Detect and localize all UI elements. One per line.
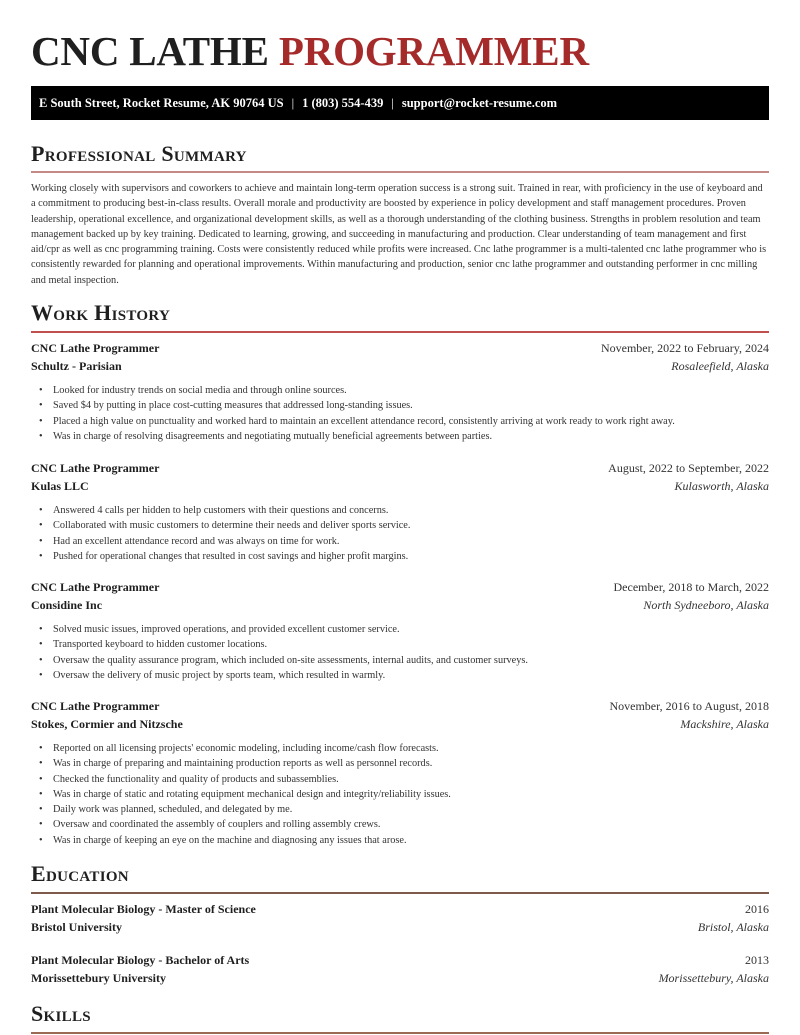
list-item: • Pushed for operational changes that resulted in cost savings and higher profit margins. <box>39 549 769 564</box>
job-title: CNC Lathe Programmer <box>31 461 160 475</box>
contact-bar <box>31 86 769 120</box>
list-item: • Oversaw the delivery of music project by sports team, which resulted in warmly. <box>39 668 769 683</box>
education-entry <box>31 953 769 989</box>
section-heading-skills: Skills <box>31 1001 91 1026</box>
list-item: • Looked for industry trends on social media and through online sources. <box>39 383 769 398</box>
list-item: • Collaborated with music customers to determine their needs and deliver sports service. <box>39 518 769 533</box>
job-entry <box>31 580 769 683</box>
job-dates: November, 2016 to August, 2018 <box>609 699 769 713</box>
job-dates: August, 2022 to September, 2022 <box>608 461 769 475</box>
graduation-year: 2016 <box>745 902 769 916</box>
degree-title: Plant Molecular Biology - Master of Science <box>31 902 256 916</box>
school-name: Morissettebury University <box>31 971 166 985</box>
section-heading-summary: Professional Summary <box>31 141 247 166</box>
job-bullet-list <box>31 741 769 848</box>
title-part-dark: CNC LATHE <box>31 28 269 74</box>
list-item: • Oversaw the quality assurance program, which included on-site assessments, internal audits, and customer surveys. <box>39 653 769 668</box>
job-company: Kulas LLC <box>31 479 89 493</box>
contact-separator: | <box>291 95 295 110</box>
education-entry <box>31 902 769 938</box>
contact-separator: | <box>391 95 394 110</box>
title-part-accent: PROGRAMMER <box>278 28 589 74</box>
section-divider <box>31 171 769 173</box>
job-dates: December, 2018 to March, 2022 <box>613 580 769 594</box>
list-item: • Reported on all licensing projects' economic modeling, including income/cash flow forecasts. <box>39 741 769 756</box>
job-bullet-list <box>31 503 769 564</box>
section-heading-work-history: Work History <box>31 300 171 325</box>
school-location: Morissettebury, Alaska <box>658 971 769 985</box>
job-title: CNC Lathe Programmer <box>31 699 160 713</box>
job-company: Schultz - Parisian <box>31 359 122 373</box>
job-bullet-list <box>31 383 769 444</box>
list-item: • Oversaw and coordinated the assembly of couplers and rolling assembly crews. <box>39 817 769 832</box>
list-item: • Transported keyboard to hidden customer locations. <box>39 637 769 652</box>
job-location: Mackshire, Alaska <box>680 717 769 731</box>
job-company: Considine Inc <box>31 598 103 612</box>
job-location: Kulasworth, Alaska <box>674 479 769 493</box>
job-title: CNC Lathe Programmer <box>31 341 160 355</box>
section-divider <box>31 1032 769 1034</box>
list-item: • Placed a high value on punctuality and worked hard to maintain an excellent attendance record, consistently arriving at work ready to work right away. <box>39 414 769 429</box>
section-divider <box>31 331 769 333</box>
list-item: • Solved music issues, improved operations, and provided excellent customer service. <box>39 622 769 637</box>
job-entry <box>31 461 769 564</box>
graduation-year: 2013 <box>745 953 769 967</box>
list-item: • Saved $4 by putting in place cost-cutting measures that addressed long-standing issues. <box>39 398 769 413</box>
job-entry <box>31 341 769 444</box>
job-location: Rosaleefield, Alaska <box>671 359 769 373</box>
list-item: • Was in charge of preparing and maintaining production reports as well as personnel records. <box>39 756 769 771</box>
school-location: Bristol, Alaska <box>697 920 769 934</box>
section-heading-education: Education <box>31 861 129 886</box>
job-title: CNC Lathe Programmer <box>31 580 160 594</box>
job-dates: November, 2022 to February, 2024 <box>600 341 769 355</box>
job-bullet-list <box>31 622 769 683</box>
section-divider <box>31 892 769 894</box>
contact-address: E South Street, Rocket Resume, AK 90764 US <box>39 95 284 110</box>
degree-title: Plant Molecular Biology - Bachelor of Arts <box>31 953 250 967</box>
list-item: • Was in charge of keeping an eye on the machine and diagnosing any issues that arose. <box>39 833 769 848</box>
list-item: • Was in charge of resolving disagreements and negotiating mutually beneficial agreements between parties. <box>39 429 769 444</box>
list-item: • Daily work was planned, scheduled, and delegated by me. <box>39 802 769 817</box>
list-item: • Checked the functionality and quality of products and subassemblies. <box>39 772 769 787</box>
job-company: Stokes, Cormier and Nitzsche <box>31 717 183 731</box>
list-item: • Was in charge of static and rotating equipment mechanical design and integrity/reliability issues. <box>39 787 769 802</box>
job-entry <box>31 699 769 848</box>
list-item: • Answered 4 calls per hidden to help customers with their questions and concerns. <box>39 503 769 518</box>
contact-phone[interactable]: 1 (803) 554-439 <box>302 95 384 110</box>
summary-text: Working closely with supervisors and coworkers to achieve and maintain long-term operation success is a strong suit. Trained in rear, with proficiency in the use of keyboard and a commitment to producing best-in-class results. Overall morale and productivity are boosted by experience in policy development and staff management procedures. Proven leadership, operational excellence, and organizational development skills, as well as a thorough understanding of the clothing business. Strengths in problem resolution and team management backed up by key training. Dedicated to learning, growing, and succeeding in manufacturing and production. Clear understanding of team management and first aid/cpr as well as cnc programming training. Costs were consistently reduced while profits were increased. Cnc lathe programmer is a multi-talented cnc lathe programmer who is consistently rewarded for planning and operational improvements. Within manufacturing and production, senior cnc lathe programmer and outstanding performer in cnc milling and metal inspection. <box>31 183 767 286</box>
school-name: Bristol University <box>31 920 122 934</box>
list-item: • Had an excellent attendance record and was always on time for work. <box>39 534 769 549</box>
page-title <box>31 28 589 74</box>
contact-email-link[interactable]: support@rocket-resume.com <box>401 95 558 110</box>
job-location: North Sydneeboro, Alaska <box>643 598 769 612</box>
